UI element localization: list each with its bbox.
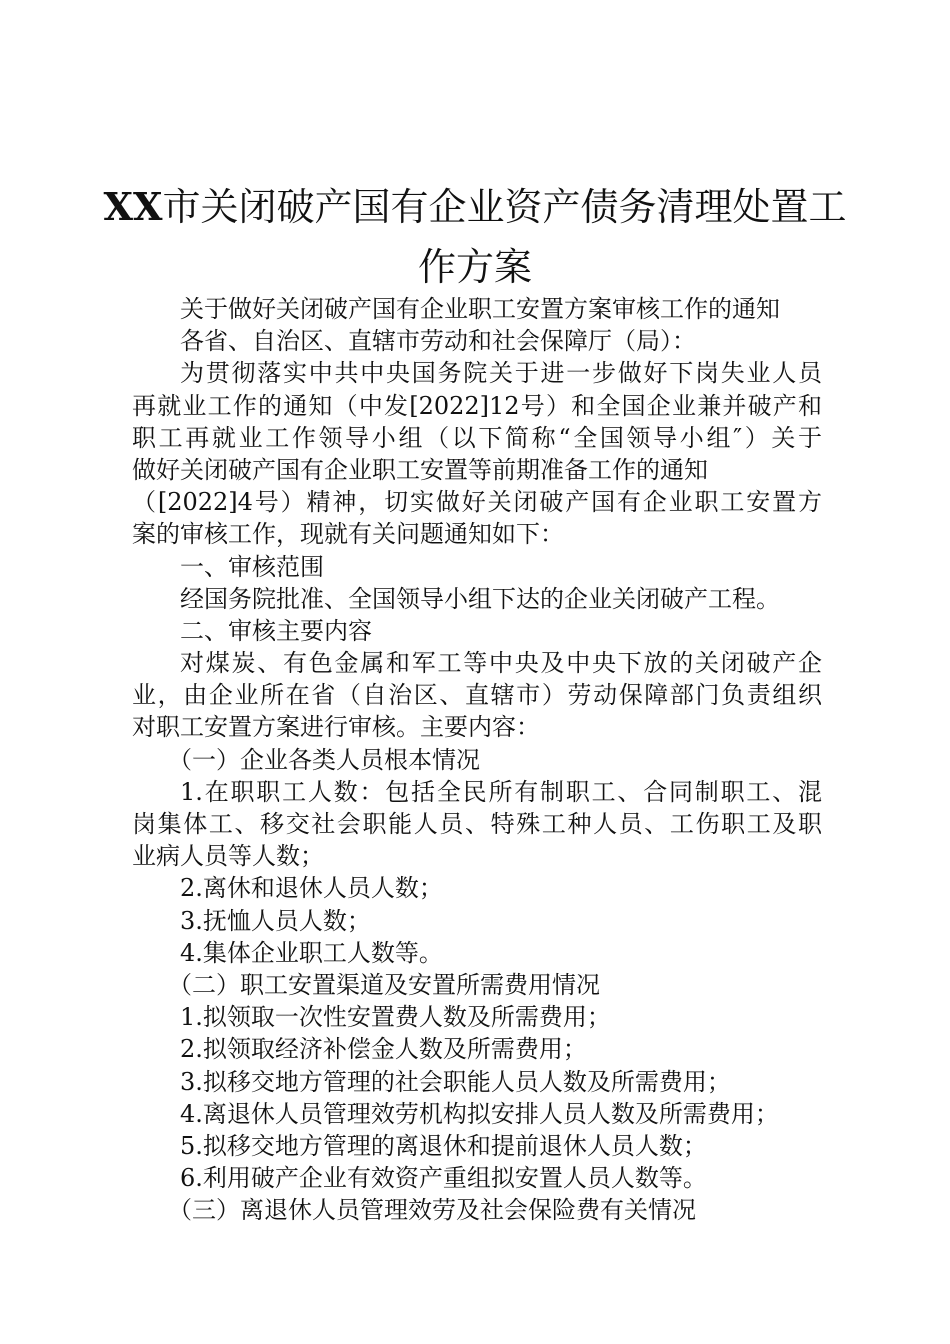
- list-item: 2.离休和退休人员人数；: [180, 874, 443, 903]
- list-item: 1.在职职工人数：包括全民所有制职工、合同制职工、混: [180, 777, 822, 806]
- paragraph-line: 岗集体工、移交社会职能人员、特殊工种人员、工伤职工及职: [132, 810, 822, 838]
- list-item: 4.集体企业职工人数等。: [180, 938, 443, 967]
- paragraph-line: 对职工安置方案进行审核。主要内容：: [132, 713, 540, 742]
- subsection-heading: （三）离退休人员管理效劳及社会保险费有关情况: [168, 1196, 696, 1225]
- paragraph-line: 做好关闭破产国有企业职工安置等前期准备工作的通知: [132, 455, 708, 484]
- list-item: 5.拟移交地方管理的离退休和提前退休人员人数；: [180, 1131, 707, 1160]
- subsection-heading: （一）企业各类人员根本情况: [168, 745, 480, 774]
- paragraph-line: 关于做好关闭破产国有企业职工安置方案审核工作的通知: [180, 295, 780, 323]
- list-item: 3.抚恤人员人数；: [180, 906, 371, 935]
- document-body: [132, 293, 822, 1226]
- title-text-line-1: 市关闭破产国有企业资产债务清理处置工: [162, 185, 847, 229]
- paragraph-line: 职工再就业工作领导小组（以下简称“全国领导小组″）关于: [132, 423, 822, 452]
- paragraph-line: 对煤炭、有色金属和军工等中央及中央下放的关闭破产企: [180, 649, 822, 678]
- title-prefix: XX: [103, 184, 163, 229]
- list-item: 3.拟移交地方管理的社会职能人员人数及所需费用；: [180, 1067, 731, 1096]
- document-title-line-1: [0, 183, 950, 231]
- paragraph-line: 为贯彻落实中共中央国务院关于进一步做好下岗失业人员: [180, 359, 822, 388]
- paragraph-line: 经国务院批准、全国领导小组下达的企业关闭破产工程。: [180, 584, 780, 613]
- list-item: 6.利用破产企业有效资产重组拟安置人员人数等。: [180, 1164, 707, 1193]
- paragraph-line: 案的审核工作，现就有关问题通知如下：: [132, 520, 564, 549]
- document-title-line-2: 作方案: [417, 245, 532, 289]
- list-item: 1.拟领取一次性安置费人数及所需费用；: [180, 1003, 611, 1032]
- paragraph-line: 再就业工作的通知（中发[2022]12号）和全国企业兼并破产和: [132, 391, 822, 420]
- paragraph-line: 各省、自治区、直辖市劳动和社会保障厅（局）：: [180, 327, 696, 356]
- section-heading: 一、审核范围: [180, 552, 324, 581]
- paragraph-line: 业病人员等人数；: [132, 842, 324, 871]
- paragraph-line: 业，由企业所在省（自治区、直辖市）劳动保障部门负责组织: [132, 681, 822, 710]
- section-heading: 二、审核主要内容: [180, 616, 372, 645]
- list-item: 2.拟领取经济补偿金人数及所需费用；: [180, 1035, 587, 1064]
- subsection-heading: （二）职工安置渠道及安置所需费用情况: [168, 970, 600, 999]
- paragraph-line: （[2022]4号）精神，切实做好关闭破产国有企业职工安置方: [132, 488, 822, 517]
- list-item: 4.离退休人员管理效劳机构拟安排人员人数及所需费用；: [180, 1099, 779, 1128]
